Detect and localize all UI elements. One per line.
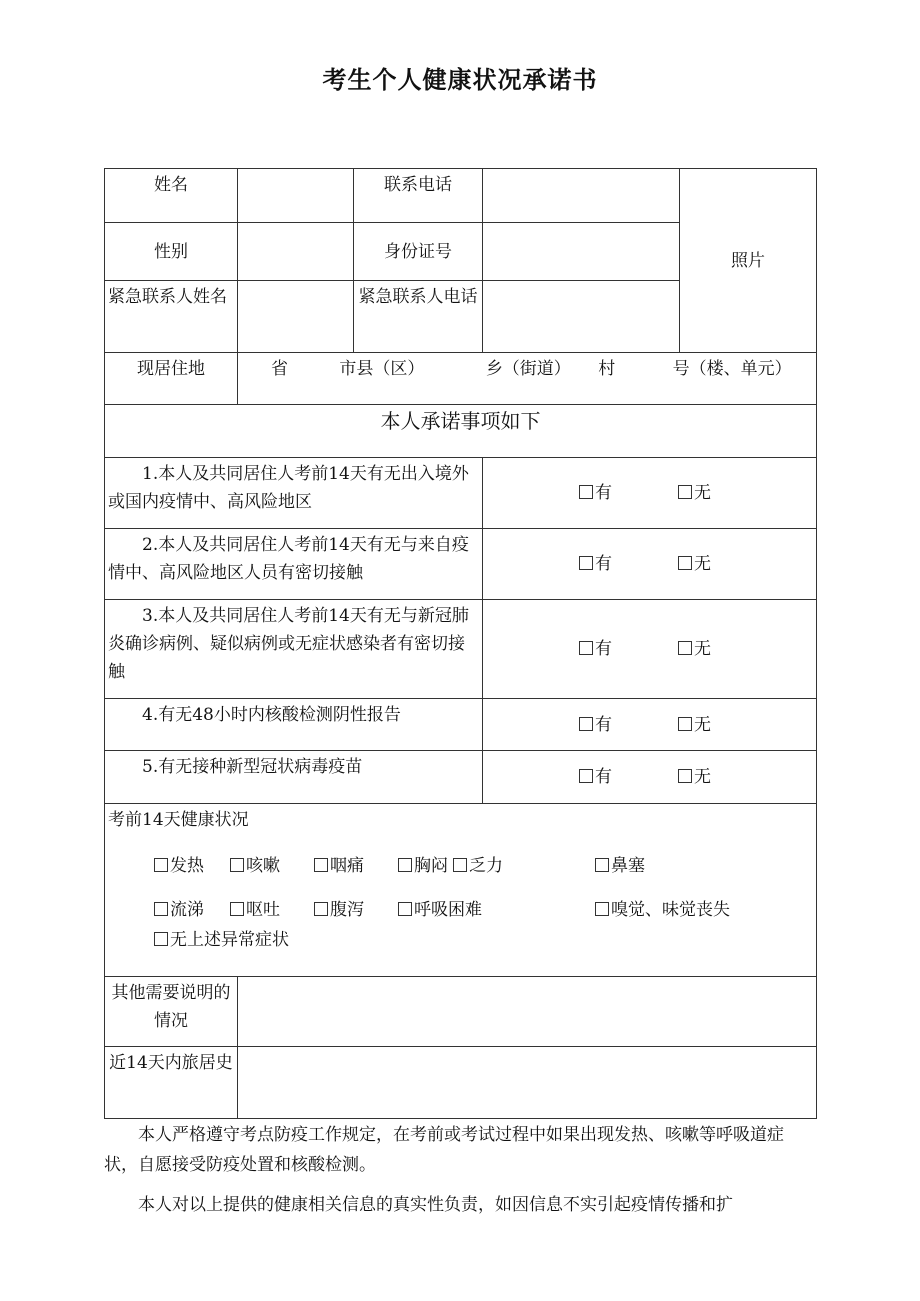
checkbox-icon [579,769,593,783]
pledge-item-2: 2.本人及共同居住人考前14天有无与来自疫情中、高风险地区人员有密切接触 [105,529,483,600]
pledge-item-4-options [483,699,817,751]
checkbox-icon [678,485,692,499]
checkbox-icon [678,717,692,731]
other-info-field[interactable] [238,977,817,1047]
checkbox-icon [314,902,328,916]
option-no[interactable]: 无 [678,763,711,791]
pledge-item-3-options [483,600,817,699]
pledge-item-2-options [483,529,817,600]
pledge-item-1-options [483,458,817,529]
id-number-label: 身份证号 [354,223,483,281]
pledge-item-5: 5.有无接种新型冠状病毒疫苗 [105,751,483,804]
symptom-none[interactable]: 无上述异常症状 [108,926,813,954]
photo-box[interactable] [680,169,817,353]
address-province: 省 [271,359,288,379]
symptom-diarrhea[interactable]: 腹泻 [314,896,364,924]
address-village: 村 [598,359,616,379]
address-number: 号（楼、单元） [672,359,792,379]
other-info-label: 其他需要说明的情况 [105,977,238,1047]
name-label: 姓名 [105,169,238,223]
option-yes[interactable]: 有 [579,550,612,578]
pledge-heading: 本人承诺事项如下 [105,405,817,458]
name-field[interactable] [238,169,354,223]
page-title: 考生个人健康状况承诺书 [322,66,598,94]
health-status-label: 考前14天健康状况 [108,810,249,830]
checkbox-icon [595,858,609,872]
emergency-contact-phone-field[interactable] [483,281,680,353]
gender-label: 性别 [105,223,238,281]
health-status-section [105,804,817,977]
symptom-fatigue[interactable]: 乏力 [453,852,503,880]
pledge-item-3: 3.本人及共同居住人考前14天有无与新冠肺炎确诊病例、疑似病例或无症状感染者有密切接触 [105,600,483,699]
phone-label: 联系电话 [354,169,483,223]
pledge-item-5-options [483,751,817,804]
emergency-contact-phone-label: 紧急联系人电话 [354,281,483,353]
symptom-smell-taste-loss[interactable]: 嗅觉、味觉丧失 [595,896,730,924]
checkbox-icon [678,769,692,783]
symptom-row-1 [108,852,813,896]
checkbox-icon [579,641,593,655]
checkbox-icon [579,556,593,570]
checkbox-icon [678,641,692,655]
declaration-paragraph-2: 本人对以上提供的健康相关信息的真实性负责，如因信息不实引起疫情传播和扩 [138,1195,733,1215]
checkbox-icon [154,902,168,916]
address-city: 市县（区） [339,359,425,379]
id-number-field[interactable] [483,223,680,281]
checkbox-icon [230,858,244,872]
address-field[interactable] [238,353,817,405]
option-yes[interactable]: 有 [579,763,612,791]
checkbox-icon [678,556,692,570]
pledge-item-1: 1.本人及共同居住人考前14天有无出入境外或国内疫情中、高风险地区 [105,458,483,529]
symptom-row-2 [108,896,813,926]
symptom-runny-nose[interactable]: 流涕 [154,896,204,924]
option-no[interactable]: 无 [678,479,711,507]
symptom-vomiting[interactable]: 呕吐 [230,896,280,924]
option-no[interactable]: 无 [678,711,711,739]
checkbox-icon [453,858,467,872]
checkbox-icon [154,858,168,872]
symptom-chest-tightness[interactable]: 胸闷 [398,852,448,880]
address-label: 现居住地 [105,353,238,405]
checkbox-icon [154,932,168,946]
checkbox-icon [398,858,412,872]
phone-field[interactable] [483,169,680,223]
gender-field[interactable] [238,223,354,281]
checkbox-icon [579,485,593,499]
travel-history-label: 近14天内旅居史 [105,1047,238,1119]
option-no[interactable]: 无 [678,550,711,578]
pledge-item-4: 4.有无48小时内核酸检测阴性报告 [105,699,483,751]
checkbox-icon [595,902,609,916]
checkbox-icon [579,717,593,731]
address-township: 乡（街道） [485,359,571,379]
emergency-contact-name-field[interactable] [238,281,354,353]
photo-label: 照片 [731,250,765,271]
symptom-sore-throat[interactable]: 咽痛 [314,852,364,880]
checkbox-icon [230,902,244,916]
checkbox-icon [398,902,412,916]
travel-history-field[interactable] [238,1047,817,1119]
symptom-dyspnea[interactable]: 呼吸困难 [398,896,482,924]
symptom-cough[interactable]: 咳嗽 [230,852,280,880]
emergency-contact-name-label: 紧急联系人姓名 [105,281,238,353]
checkbox-icon [314,858,328,872]
symptom-fever[interactable]: 发热 [154,852,204,880]
option-yes[interactable]: 有 [579,479,612,507]
option-yes[interactable]: 有 [579,711,612,739]
health-form-table [104,168,817,1119]
option-no[interactable]: 无 [678,635,711,663]
symptom-nasal-congestion[interactable]: 鼻塞 [595,852,645,880]
option-yes[interactable]: 有 [579,635,612,663]
declaration-paragraph-1: 本人严格遵守考点防疫工作规定，在考前或考试过程中如果出现发热、咳嗽等呼吸道症状，自愿接受防疫处置和核酸检测。 [104,1125,784,1175]
